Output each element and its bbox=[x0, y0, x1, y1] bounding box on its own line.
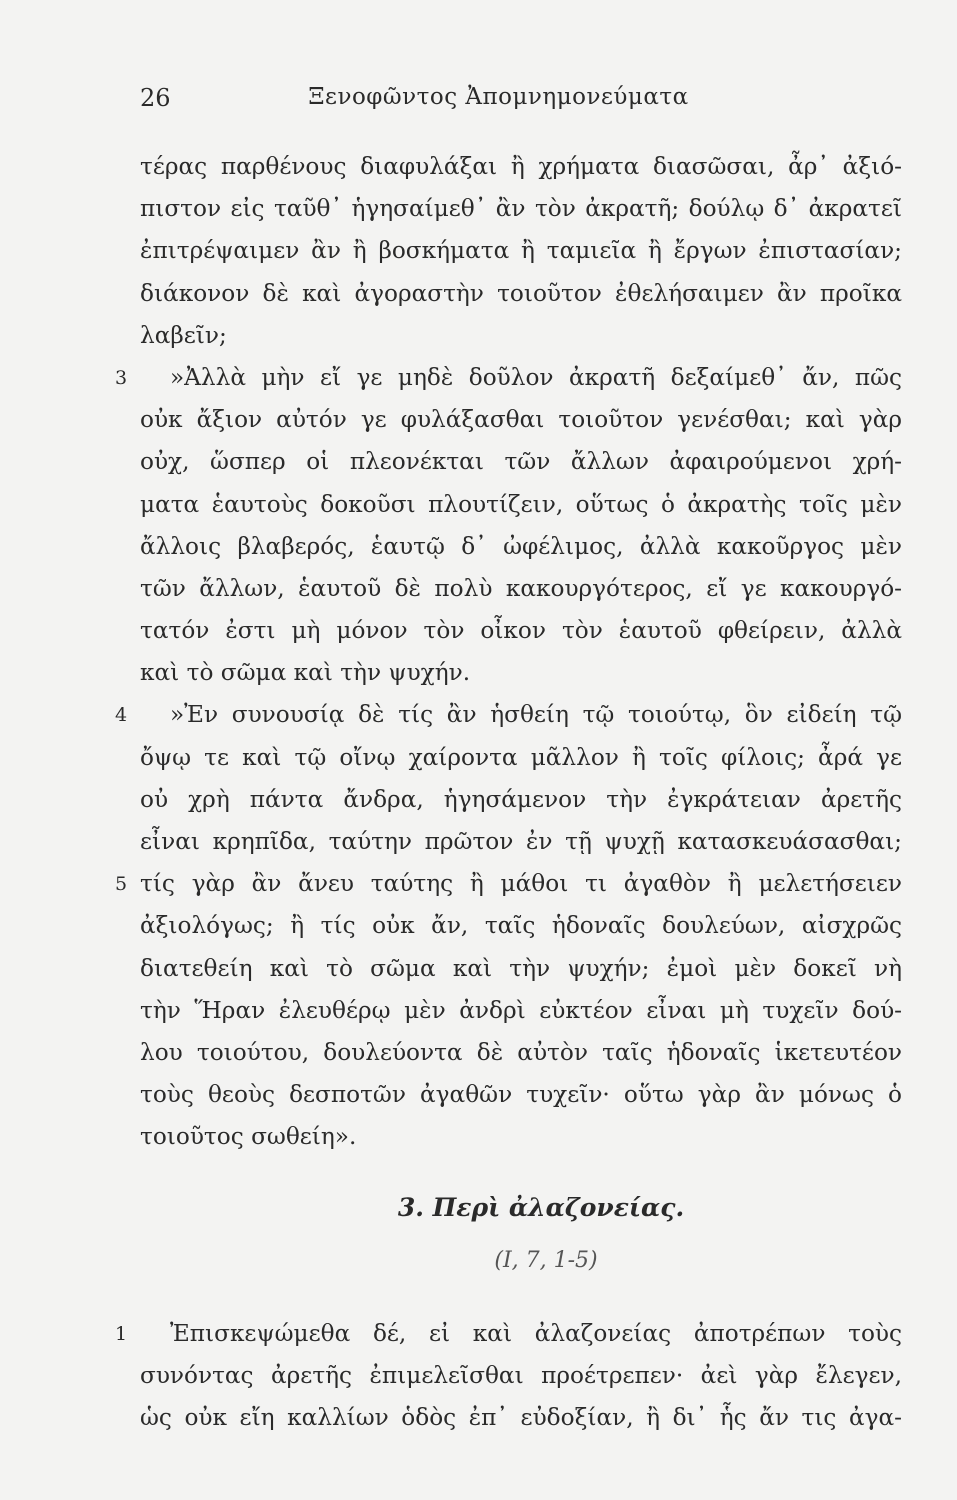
text-line: οὐχ, ὥσπερ οἱ πλεονέκται τῶν ἄλλων ἀφαιρούμενοι χρή- bbox=[140, 448, 902, 476]
text-line-content: »Ἀλλὰ μὴν εἴ γε μηδὲ δοῦλον ἀκρατῆ δεξαίμεθ᾽ ἄν, πῶς bbox=[170, 363, 902, 391]
text-line: ὄψῳ τε καὶ τῷ οἴνῳ χαίροντα μᾶλλον ἢ τοῖς φίλοις; ἆρά γε bbox=[140, 743, 902, 771]
text-line: τοὺς θεοὺς δεσποτῶν ἀγαθῶν τυχεῖν· οὕτω γὰρ ἂν μόνως ὁ bbox=[140, 1081, 902, 1109]
page-number: 26 bbox=[140, 84, 171, 112]
text-line-content: Ἐπισκεψώμεθα δέ, εἰ καὶ ἀλαζονείας ἀποτρέπων τοὺς bbox=[170, 1319, 902, 1347]
section-reference: (I, 7, 1-5) bbox=[494, 1247, 598, 1273]
text-line-content: »Ἐν συνουσίᾳ δὲ τίς ἂν ἡσθείη τῷ τοιούτῳ, ὃν εἰδείη τῷ bbox=[170, 701, 902, 729]
text-line-content: τίς γὰρ ἂν ἄνευ ταύτης ἢ μάθοι τι ἀγαθὸν ἢ μελετήσειεν bbox=[140, 870, 902, 898]
section-title: 3. Περὶ ἀλαζονείας. bbox=[397, 1192, 685, 1222]
page-header bbox=[0, 84, 957, 124]
margin-number: 5 bbox=[115, 873, 128, 896]
paragraph-3-first-line bbox=[115, 357, 902, 399]
running-title: Ξενοφῶντος Ἀπομνημονεύματα bbox=[308, 84, 689, 110]
text-line: διατεθείη καὶ τὸ σῶμα καὶ τὴν ψυχήν; ἐμοὶ μὲν δοκεῖ νὴ bbox=[140, 954, 902, 982]
text-line: διάκονον δὲ καὶ ἀγοραστὴν τοιοῦτον ἐθελήσαιμεν ἂν προῖκα bbox=[140, 279, 902, 307]
text-line: εἶναι κρηπῖδα, ταύτην πρῶτον ἐν τῇ ψυχῇ κατασκευάσασθαι; bbox=[140, 828, 902, 855]
text-line: τέρας παρθένους διαφυλάξαι ἢ χρήματα διασῶσαι, ἆρ᾽ ἀξιό- bbox=[140, 153, 902, 180]
text-line: καὶ τὸ σῶμα καὶ τὴν ψυχήν. bbox=[140, 659, 471, 687]
text-line: ἀξιολόγως; ἢ τίς οὐκ ἄν, ταῖς ἡδοναῖς δουλεύων, αἰσχρῶς bbox=[140, 912, 902, 940]
section-paragraph-1-first-line bbox=[115, 1313, 902, 1355]
text-line: τῶν ἄλλων, ἑαυτοῦ δὲ πολὺ κακουργότερος, εἴ γε κακουργό- bbox=[140, 574, 902, 602]
text-line: συνόντας ἀρετῆς ἐπιμελεῖσθαι προέτρεπεν· ἀεὶ γὰρ ἔλεγεν, bbox=[140, 1361, 902, 1389]
paragraph-4-first-line bbox=[115, 694, 902, 736]
text-line: οὐκ ἄξιον αὐτόν γε φυλάξασθαι τοιοῦτον γενέσθαι; καὶ γὰρ bbox=[140, 406, 902, 434]
text-line: τὴν Ἥραν ἐλευθέρῳ μὲν ἀνδρὶ εὐκτέον εἶναι μὴ τυχεῖν δού- bbox=[140, 996, 902, 1024]
text-line: ἄλλοις βλαβερός, ἑαυτῷ δ᾽ ὠφέλιμος, ἀλλὰ κακοῦργος μὲν bbox=[140, 532, 902, 560]
page-body bbox=[115, 146, 902, 1439]
text-line: ματα ἑαυτοὺς δοκοῦσι πλουτίζειν, οὕτως ὁ ἀκρατὴς τοῖς μὲν bbox=[140, 490, 902, 518]
margin-number: 1 bbox=[115, 1322, 128, 1345]
spacer bbox=[140, 1285, 902, 1313]
text-line: οὐ χρὴ πάντα ἄνδρα, ἡγησάμενον τὴν ἐγκράτειαν ἀρετῆς bbox=[140, 785, 902, 813]
text-line: τατόν ἐστι μὴ μόνον τὸν οἶκον τὸν ἑαυτοῦ φθείρειν, ἀλλὰ bbox=[140, 617, 902, 645]
text-line: ὡς οὐκ εἴη καλλίων ὁδὸς ἐπ᾽ εὐδοξίαν, ἢ δι᾽ ἧς ἄν τις ἀγα- bbox=[140, 1403, 902, 1431]
paragraph-5-first-line bbox=[115, 863, 902, 905]
text-line: πιστον εἰς ταῦθ᾽ ἡγησαίμεθ᾽ ἂν τὸν ἀκρατῆ; δούλῳ δ᾽ ἀκρατεῖ bbox=[140, 195, 902, 223]
text-line: ἐπιτρέψαιμεν ἂν ἢ βοσκήματα ἢ ταμιεῖα ἢ ἔργων ἐπιστασίαν; bbox=[140, 237, 902, 265]
margin-number: 4 bbox=[115, 704, 128, 727]
text-line: τοιοῦτος σωθείη». bbox=[140, 1123, 357, 1151]
margin-number: 3 bbox=[115, 366, 128, 389]
text-line: λαβεῖν; bbox=[140, 321, 227, 349]
text-line: λου τοιούτου, δουλεύοντα δὲ αὐτὸν ταῖς ἡδοναῖς ἱκετευτέον bbox=[140, 1038, 902, 1066]
